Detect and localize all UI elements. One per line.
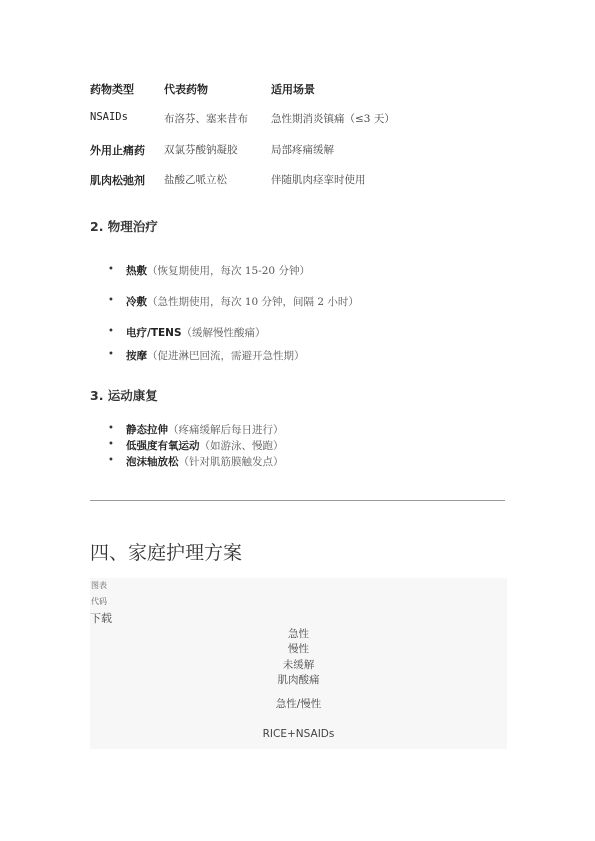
flow-label: 急性 [288, 628, 309, 640]
section-heading: 3. 运动康复 [90, 388, 158, 403]
table-cell-scenario: 伴随肌肉痉挛时使用 [271, 174, 366, 186]
bullet-icon: • [108, 439, 114, 450]
list-item: 冷敷（急性期使用，每次 10 分钟，间隔 2 小时） [126, 296, 359, 308]
table-header-scenario: 适用场景 [271, 83, 315, 96]
node-label: RICE+NSAIDs [262, 728, 335, 740]
tab-code[interactable]: 代码 [91, 597, 107, 606]
table-cell-drug: 盐酸乙哌立松 [164, 174, 227, 186]
download-button[interactable]: 下载 [90, 612, 112, 625]
bullet-icon: • [108, 295, 114, 306]
table-cell-type: NSAIDs [90, 111, 128, 123]
table-cell-scenario: 急性期消炎镇痛（≤3 天） [271, 113, 395, 125]
table-cell-scenario: 局部疼痛缓解 [271, 144, 334, 156]
table-cell-drug: 布洛芬、塞来昔布 [164, 113, 248, 125]
table-cell-type: 外用止痛药 [90, 144, 145, 157]
bullet-icon: • [108, 455, 114, 466]
flow-label: 未缓解 [282, 659, 315, 671]
list-item: 泡沫轴放松（针对肌筋膜触发点） [126, 456, 284, 468]
bullet-icon: • [108, 423, 114, 434]
list-item: 低强度有氧运动（如游泳、慢跑） [126, 440, 284, 452]
section-heading: 2. 物理治疗 [90, 219, 158, 234]
edge-label: 急性/慢性 [275, 698, 322, 710]
list-item: 电疗/TENS（缓解慢性酸痛） [126, 327, 266, 339]
flow-label: 肌肉酸痛 [277, 674, 320, 686]
bullet-icon: • [108, 326, 114, 337]
divider [90, 500, 505, 501]
bullet-icon: • [108, 349, 114, 360]
table-header-drug: 代表药物 [164, 83, 208, 96]
tab-chart[interactable]: 图表 [91, 581, 107, 590]
list-item: 静态拉伸（疼痛缓解后每日进行） [126, 424, 284, 436]
table-cell-type: 肌肉松弛剂 [90, 174, 145, 187]
list-item: 热敷（恢复期使用，每次 15-20 分钟） [126, 265, 310, 277]
list-item: 按摩（促进淋巴回流，需避开急性期） [126, 350, 305, 362]
table-cell-drug: 双氯芬酸钠凝胶 [164, 144, 238, 156]
section-heading-family-care: 四、家庭护理方案 [90, 542, 243, 564]
table-header-type: 药物类型 [90, 83, 134, 96]
flow-label: 慢性 [288, 643, 309, 655]
bullet-icon: • [108, 264, 114, 275]
